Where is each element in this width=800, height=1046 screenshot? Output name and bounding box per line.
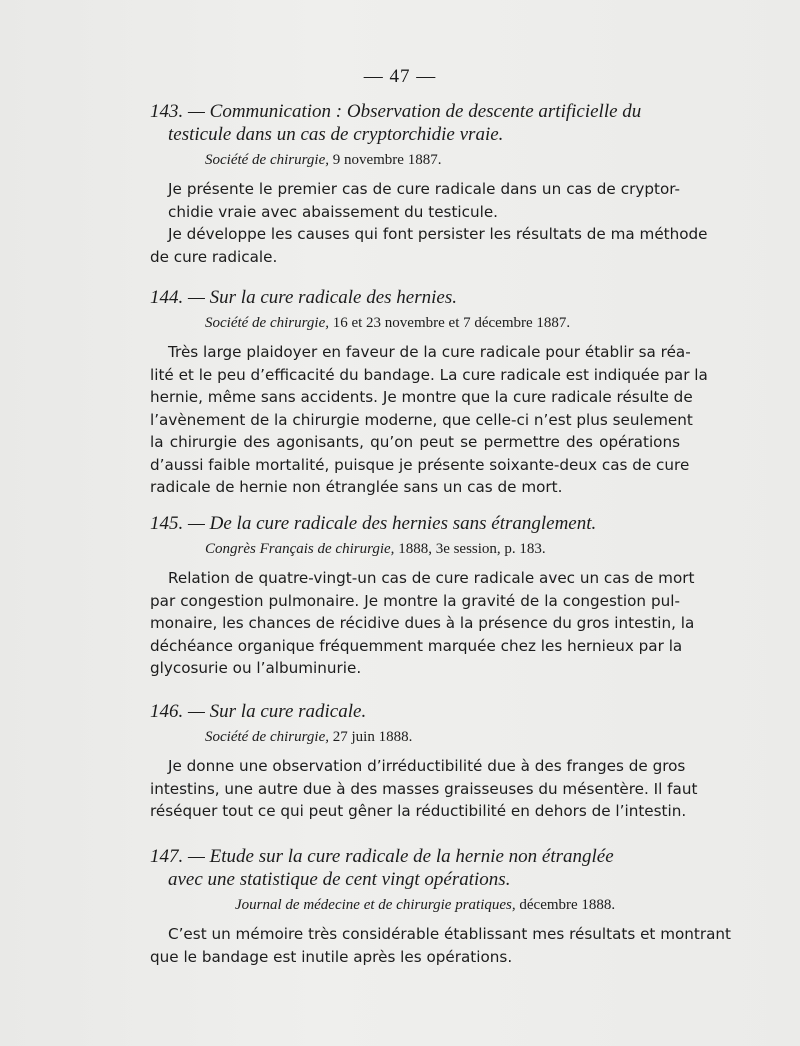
entry-title-line: testicule dans un cas de cryptorchidie vraie.	[168, 124, 504, 145]
source-date: 16 et 23 novembre et 7 décembre 1887.	[332, 315, 571, 331]
entry-body	[150, 341, 708, 499]
entry-title	[150, 512, 680, 535]
text-line: monaire, les chances de récidive dues à la présence du gros intestin, la	[150, 614, 695, 632]
text-line: hernie, même sans accidents. Je montre que la cure radicale résulte de	[150, 388, 693, 406]
text-line: lité et le peu d’efficacité du bandage. La cure radicale est indiquée par la	[150, 365, 708, 384]
text-line: C’est un mémoire très considérable établissant mes résultats et montrant	[168, 925, 731, 943]
text-line: intestins, une autre due à des masses graisseuses du mésentère. Il faut	[150, 779, 698, 798]
text-line: réséquer tout ce qui peut gêner la réductibilité en dehors de l’intestin.	[150, 802, 687, 820]
entry-body	[150, 923, 731, 968]
source-date: 1888, 3e session, p. 183.	[398, 541, 546, 557]
source-publication: Société de chirurgie,	[205, 729, 329, 745]
text-line: glycosurie ou l’albuminurie.	[150, 659, 362, 677]
source-publication: Société de chirurgie,	[205, 315, 329, 331]
entry-source	[205, 150, 680, 170]
entry-title	[150, 845, 680, 891]
paragraph	[150, 755, 698, 823]
entry-number: 146. —	[150, 701, 205, 722]
entry-title-line: Etude sur la cure radicale de la hernie non étranglée	[209, 846, 614, 867]
text-line: d’aussi faible mortalité, puisque je présente soixante-deux cas de cure	[150, 455, 690, 474]
text-line: Je présente le premier cas de cure radicale dans un cas de cryptor-	[168, 180, 680, 198]
source-publication: Journal de médecine et de chirurgie pratiques,	[235, 897, 516, 913]
text-line: Je donne une observation d’irréductibilité due à des franges de gros	[168, 757, 686, 775]
entry-144	[150, 286, 708, 499]
entry-title-line: avec une statistique de cent vingt opérations.	[168, 869, 511, 890]
entry-body	[150, 178, 708, 268]
entry-body	[150, 755, 698, 823]
source-date: 27 juin 1888.	[332, 729, 413, 745]
entry-source	[205, 727, 680, 747]
paragraph	[150, 223, 708, 268]
entry-number: 145. —	[150, 513, 205, 534]
entry-145	[150, 512, 695, 680]
text-line: Relation de quatre-vingt-un cas de cure radicale avec un cas de mort	[168, 569, 695, 587]
text-line: la chirurgie des agonisants, qu’on peut se permettre des opérations	[150, 433, 680, 451]
source-publication: Société de chirurgie,	[205, 152, 329, 168]
source-date: décembre 1888.	[519, 897, 616, 913]
entry-source	[205, 539, 680, 559]
entry-147	[150, 845, 731, 968]
entry-title-line: Sur la cure radicale des hernies.	[209, 287, 457, 308]
entry-146	[150, 700, 698, 823]
text-line: déchéance organique fréquemment marquée chez les hernieux par la	[150, 636, 683, 655]
paragraph	[150, 567, 695, 680]
page-number: — 47 —	[363, 66, 437, 87]
text-line: Très large plaidoyer en faveur de la cure radicale pour établir sa réa-	[168, 343, 691, 361]
entry-143	[150, 100, 708, 268]
entry-body	[150, 567, 695, 680]
text-line: par congestion pulmonaire. Je montre la gravité de la congestion pul-	[150, 591, 680, 610]
text-line: chidie vraie avec abaissement du testicule.	[168, 202, 499, 221]
source-publication: Congrès Français de chirurgie,	[205, 541, 395, 557]
entry-title-line: Sur la cure radicale.	[209, 701, 367, 722]
entry-title-line: De la cure radicale des hernies sans étranglement.	[209, 513, 597, 534]
entry-title	[150, 700, 680, 723]
text-line: l’avènement de la chirurgie moderne, que celle-ci n’est plus seulement	[150, 410, 693, 429]
text-line: que le bandage est inutile après les opérations.	[150, 947, 513, 966]
entry-title-line: Communication : Observation de descente artificielle du	[209, 101, 642, 122]
paragraph	[150, 923, 731, 968]
entry-title	[150, 100, 680, 146]
entry-source	[205, 313, 680, 333]
text-line: Je développe les causes qui font persister les résultats de ma méthode	[168, 225, 708, 243]
entry-number: 143. —	[150, 101, 205, 122]
paragraph	[150, 178, 680, 223]
text-line: de cure radicale.	[150, 247, 278, 266]
paragraph	[150, 341, 708, 499]
source-date: 9 novembre 1887.	[332, 152, 442, 168]
entry-title	[150, 286, 680, 309]
entry-source	[235, 895, 680, 915]
text-line: radicale de hernie non étranglée sans un cas de mort.	[150, 478, 563, 496]
entry-number: 147. —	[150, 846, 205, 867]
entry-number: 144. —	[150, 287, 205, 308]
